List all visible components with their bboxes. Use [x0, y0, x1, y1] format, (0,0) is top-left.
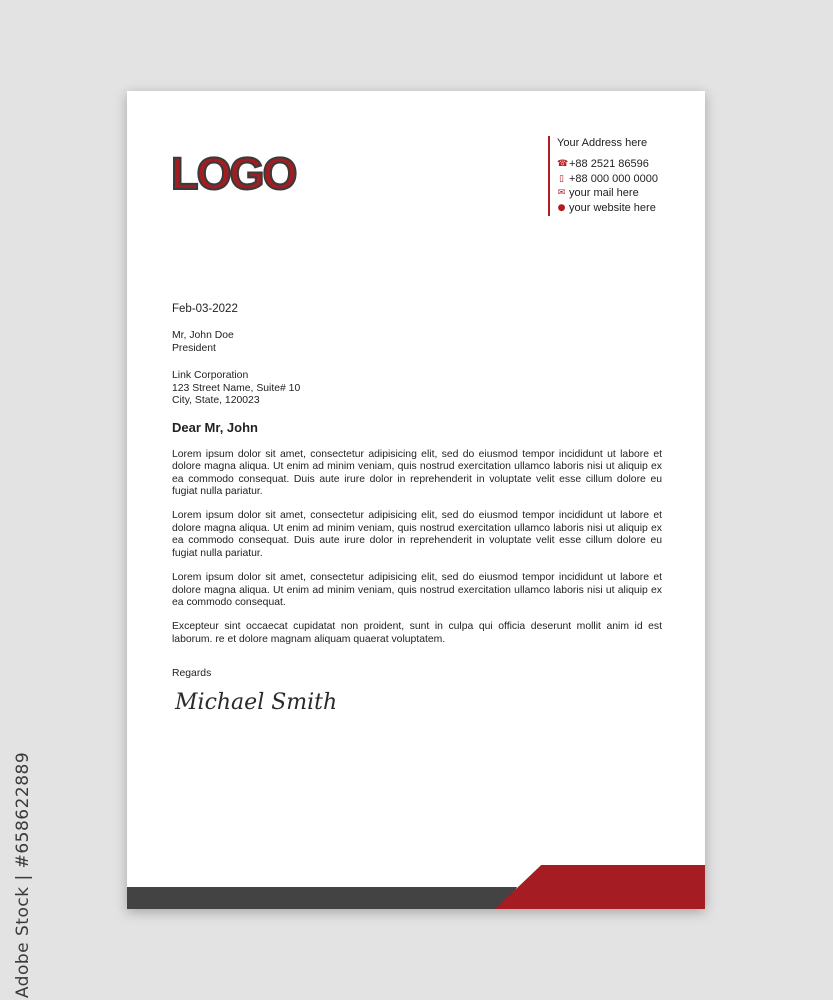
recipient-title: President [172, 342, 216, 354]
footer-red-band [495, 865, 705, 909]
recipient-block [172, 330, 662, 355]
mail-text: your mail here [569, 187, 639, 200]
phone-text: +88 2521 86596 [569, 158, 649, 171]
letter-body [172, 303, 662, 715]
company-city: City, State, 120023 [172, 395, 260, 407]
company-name: Link Corporation [172, 370, 249, 382]
contact-block [548, 136, 658, 216]
paragraph: Lorem ipsum dolor sit amet, consectetur adipisicing elit, sed do eiusmod tempor incididunt ut labore et dolore magna aliqua. Ut enim ad minim veniam, quis nostrud exercitation ullamco laboris nisi ut aliquip ex ea commodo consequat. Duis aute irure dolor in reprehenderit in voluptate velit esse cillum dolore eu fugiat nulla pariatur. [172, 510, 662, 559]
company-block [172, 370, 662, 407]
paragraph: Excepteur sint occaecat cupidatat non proident, sunt in culpa qui officia deserunt mollit anim id est laborum. re et dolore magnam aliquam quaerat voluptatem. [172, 621, 662, 645]
mail-icon: ✉ [557, 188, 566, 199]
mail-row [557, 186, 658, 201]
footer-dark-band [127, 887, 517, 909]
stock-id-watermark [8, 751, 38, 999]
website-text: your website here [569, 201, 656, 214]
mobile-text: +88 000 000 0000 [569, 172, 659, 185]
closing: Regards [172, 668, 212, 680]
greeting: Dear Mr, John [172, 420, 258, 436]
recipient-name: Mr, John Doe [172, 330, 234, 342]
signature: Michael Smith [175, 689, 338, 715]
company-street: 123 Street Name, Suite# 10 [172, 382, 301, 394]
letterhead-page [127, 91, 705, 909]
letter-date: Feb-03-2022 [172, 303, 238, 315]
phone-icon: ☎ [557, 159, 569, 170]
paragraph: Lorem ipsum dolor sit amet, consectetur adipisicing elit, sed do eiusmod tempor incididunt ut labore et dolore magna aliqua. Ut enim ad minim veniam, quis nostrud exercitation ullamco laboris nisi ut aliquip ex ea commodo consequat. Duis aute irure dolor in reprehenderit in voluptate velit esse cillum dolore eu fugiat nulla pariatur. [172, 448, 662, 498]
phone-row [557, 157, 658, 172]
address-text: Your Address here [557, 137, 648, 149]
stock-id-text: Adobe Stock | #658622889 [13, 751, 34, 999]
paragraph: Lorem ipsum dolor sit amet, consectetur adipisicing elit, sed do eiusmod tempor incididunt ut labore et dolore magna aliqua. Ut enim ad minim veniam, quis nostrud exercitation ullamco laboris nisi ut aliquip ex ea commodo consequat. [172, 572, 662, 608]
globe-icon: ● [557, 202, 566, 213]
logo: LOGO [171, 148, 296, 199]
mobile-row [557, 172, 658, 187]
mobile-icon: ▯ [559, 173, 564, 184]
website-row [557, 201, 658, 216]
